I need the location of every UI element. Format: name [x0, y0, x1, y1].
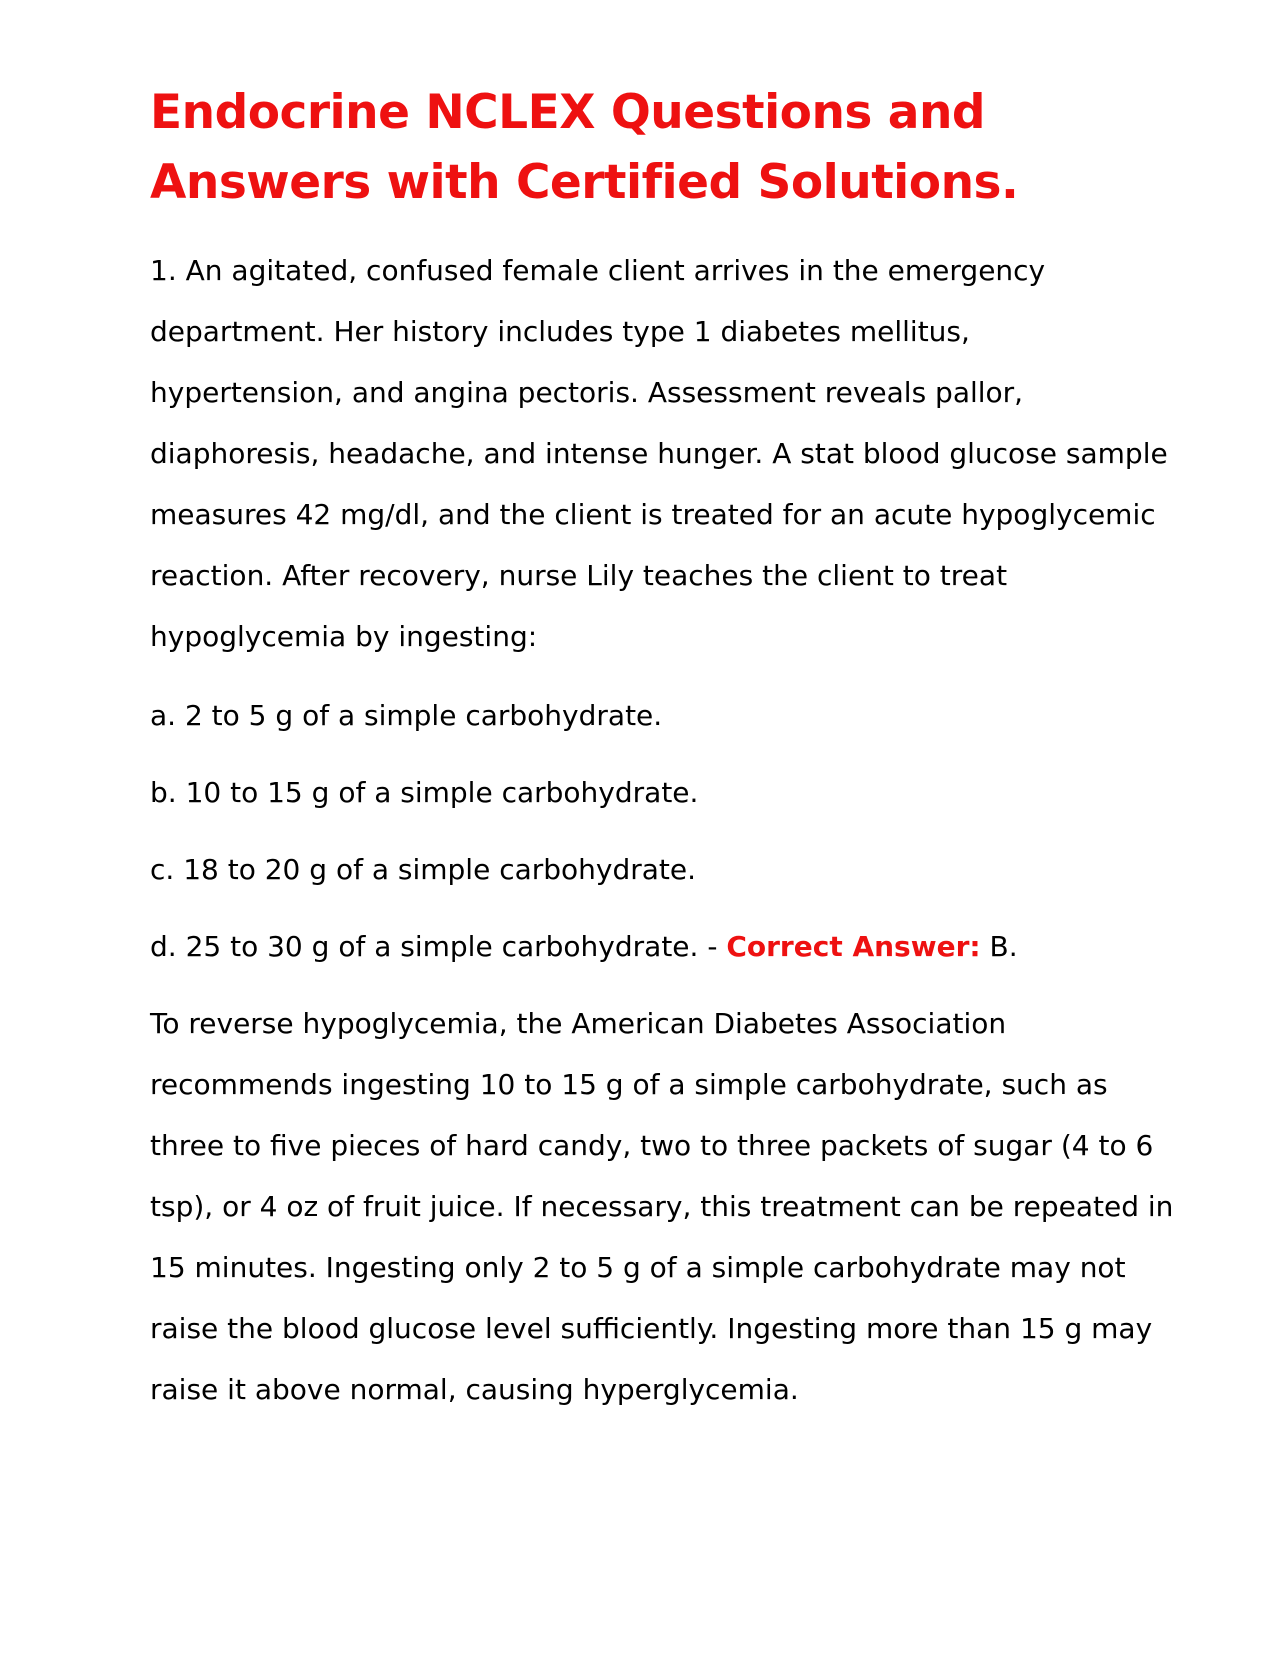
answer-option-d-text: d. 25 to 30 g of a simple carbohydrate. -: [150, 930, 727, 963]
question-line: diaphoresis, headache, and intense hunger. A stat blood glucose sample: [150, 437, 1168, 470]
answer-explanation: [150, 993, 1174, 1420]
correct-answer-label: Correct Answer:: [726, 930, 981, 963]
explanation-line: To reverse hypoglycemia, the American Diabetes Association: [150, 1007, 1007, 1040]
answer-option-d: [150, 916, 1140, 977]
answer-option-a: a. 2 to 5 g of a simple carbohydrate.: [150, 699, 663, 732]
explanation-line: raise it above normal, causing hyperglycemia.: [150, 1373, 799, 1406]
explanation-line: recommends ingesting 10 to 15 g of a simple carbohydrate, such as: [150, 1068, 1108, 1101]
question-line: 1. An agitated, confused female client arrives in the emergency: [150, 254, 1046, 287]
explanation-line: three to five pieces of hard candy, two to three packets of sugar (4 to 6: [150, 1129, 1154, 1162]
explanation-line: tsp), or 4 oz of fruit juice. If necessary, this treatment can be repeated in: [150, 1190, 1174, 1223]
explanation-line: 15 minutes. Ingesting only 2 to 5 g of a simple carbohydrate may not: [150, 1251, 1126, 1284]
title-line: Endocrine NCLEX Questions and: [150, 85, 986, 140]
answer-option-b: b. 10 to 15 g of a simple carbohydrate.: [150, 776, 699, 809]
document-title: [150, 78, 1140, 218]
question-line: hypertension, and angina pectoris. Assessment reveals pallor,: [150, 376, 1024, 409]
question-line: measures 42 mg/dl, and the client is treated for an acute hypoglycemic: [150, 498, 1156, 531]
question-stem: [150, 240, 1168, 667]
title-line: Answers with Certified Solutions.: [150, 155, 1019, 210]
explanation-line: raise the blood glucose level sufficiently. Ingesting more than 15 g may: [150, 1312, 1153, 1345]
answer-option-c: c. 18 to 20 g of a simple carbohydrate.: [150, 853, 697, 886]
question-line: department. Her history includes type 1 diabetes mellitus,: [150, 315, 970, 348]
question-line: reaction. After recovery, nurse Lily teaches the client to treat: [150, 559, 1008, 592]
document-content: [150, 78, 1174, 1438]
question-line: hypoglycemia by ingesting:: [150, 620, 538, 653]
correct-answer-value: B.: [980, 930, 1018, 963]
